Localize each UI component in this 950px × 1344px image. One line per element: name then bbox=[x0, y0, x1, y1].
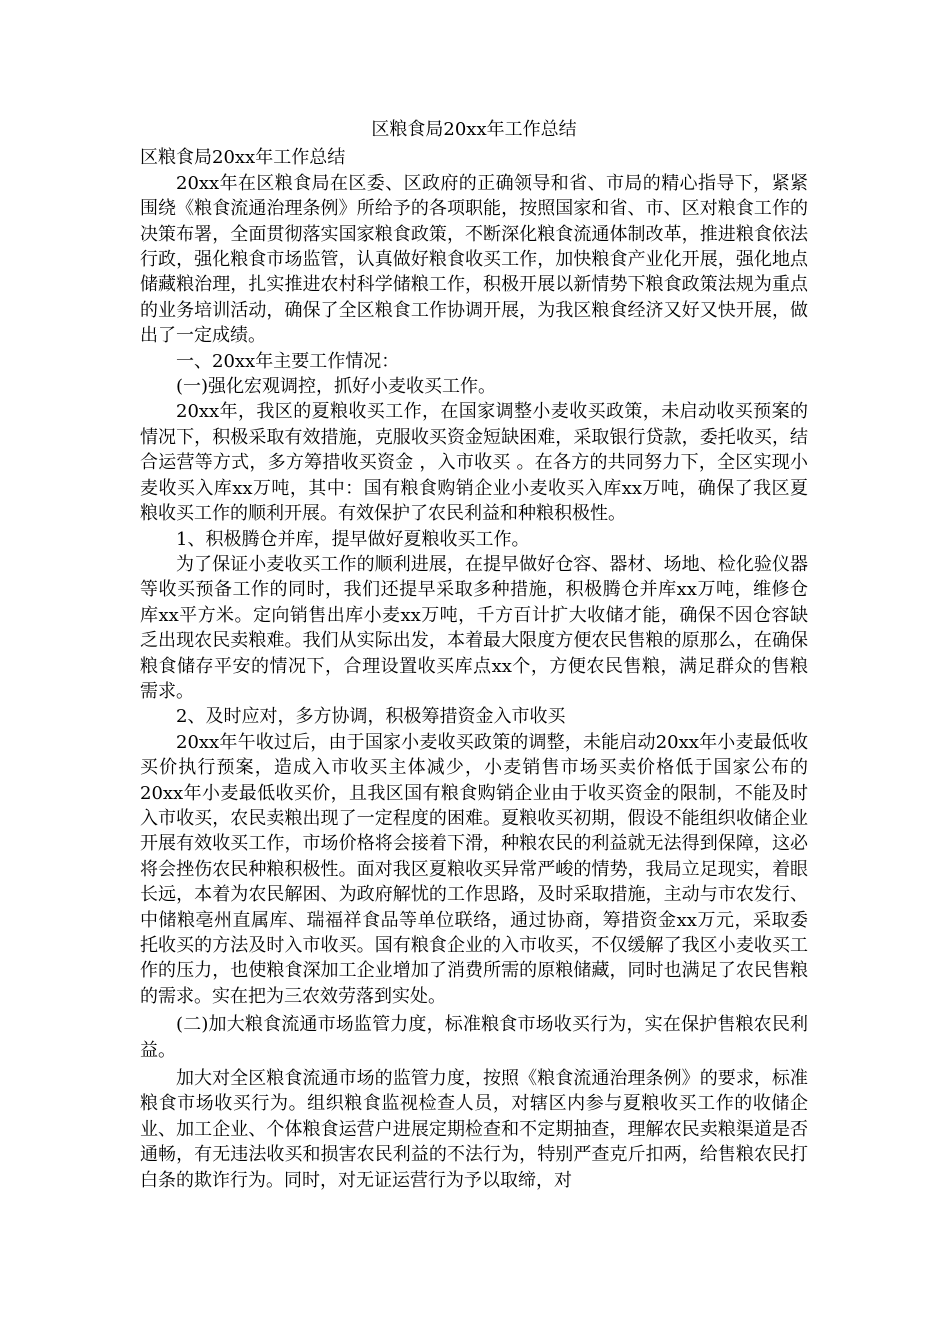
heading-item-1: 1、积极腾仓并库，提早做好夏粮收买工作。 bbox=[176, 528, 530, 550]
heading-subsection-1: (一)强化宏观调控，抓好小麦收买工作。 bbox=[176, 376, 497, 398]
paragraph-market-supervision: 加大对全区粮食流通市场的监管力度，按照《粮食流通治理条例》的要求，标准粮食市场收买行为。组织粮食监视检查人员，对辖区内参与夏粮收买工作的收储企业、加工企业、个体粮食运营户进展定期检查和不定期抽查，理解农民卖粮渠道是否通畅，有无违法收买和损害农民利益的不法行为，特别严查克斤扣两，给售粮农民打白条的欺诈行为。同时，对无证运营行为予以取缔，对 bbox=[140, 1068, 808, 1191]
heading-item-2: 2、及时应对，多方协调，积极筹措资金入市收买 bbox=[176, 706, 566, 728]
document-page bbox=[140, 117, 808, 1193]
document-subtitle: 区粮食局20xx年工作总结 bbox=[140, 147, 346, 169]
document-title: 区粮食局20xx年工作总结 bbox=[371, 119, 577, 140]
paragraph-funding: 20xx年午收过后，由于国家小麦收买政策的调整，未能启动20xx年小麦最低收买价执行预案，造成入市收买主体减少，小麦销售市场买卖价格低于国家公布的20xx年小麦最低收买价，且我区国有粮食购销企业由于收买资金的限制，不能及时入市收买，农民卖粮出现了一定程度的困难。夏粮收买初期，假设不能组织收储企业开展有效收买工作，市场价格将会接着下滑，种粮农民的利益就无法得到保障，这必将会挫伤农民种粮积极性。面对我区夏粮收买异常严峻的情势，我局立足现实，着眼长远，本着为农民解困、为政府解忧的工作思路，及时采取措施，主动与市农发行、中储粮亳州直属库、瑞福祥食品等单位联络，通过协商，筹措资金xx万元，采取委托收买的方法及时入市收买。国有粮食企业的入市收买，不仅缓解了我区小麦收买工作的压力，也使粮食深加工企业增加了消费所需的原粮储藏，同时也满足了农民售粮的需求。实在把为三农效劳落到实处。 bbox=[140, 731, 808, 1007]
paragraph-intro: 20xx年在区粮食局在区委、区政府的正确领导和省、市局的精心指导下，紧紧围绕《粮食流通治理条例》所给予的各项职能，按照国家和省、市、区对粮食工作的决策布署，全面贯彻落实国家粮食政策，不断深化粮食流通体制改革，推进粮食依法行政，强化粮食市场监管，认真做好粮食收买工作，加快粮食产业化开展，强化地点储藏粮治理，扎实推进农村科学储粮工作，积极开展以新情势下粮食政策法规为重点的业务培训活动，确保了全区粮食工作协调开展，为我区粮食经济又好又快开展，做出了一定成绩。 bbox=[140, 172, 808, 347]
heading-section-1: 一、20xx年主要工作情况： bbox=[176, 350, 400, 372]
paragraph-storage: 为了保证小麦收买工作的顺利进展，在提早做好仓容、器材、场地、检化验仪器等收买预备工作的同时，我们还提早采取多种措施，积极腾仓并库xx万吨，维修仓库xx平方米。定向销售出库小麦xx万吨，千方百计扩大收储才能，确保不因仓容缺乏出现农民卖粮难。我们从实际出发，本着最大限度方便农民售粮的原那么，在确保粮食储存平安的情况下，合理设置收买库点xx个，方便农民售粮，满足群众的售粮需求。 bbox=[140, 553, 808, 702]
paragraph-wheat-purchase: 20xx年，我区的夏粮收买工作，在国家调整小麦收买政策，未启动收买预案的情况下，积极采取有效措施，克服收买资金短缺困难，采取银行贷款，委托收买，结合运营等方式，多方筹措收买资金 ，入市收买 。在各方的共同努力下，全区实现小麦收买入库xx万吨，其中：国有粮食购销企业小麦收买入库xx万吨，确保了我区夏粮收买工作的顺利开展。有效保护了农民利益和种粮积极性。 bbox=[140, 401, 808, 525]
heading-subsection-2: (二)加大粮食流通市场监管力度，标准粮食市场收买行为，实在保护售粮农民利益。 bbox=[140, 1014, 808, 1061]
